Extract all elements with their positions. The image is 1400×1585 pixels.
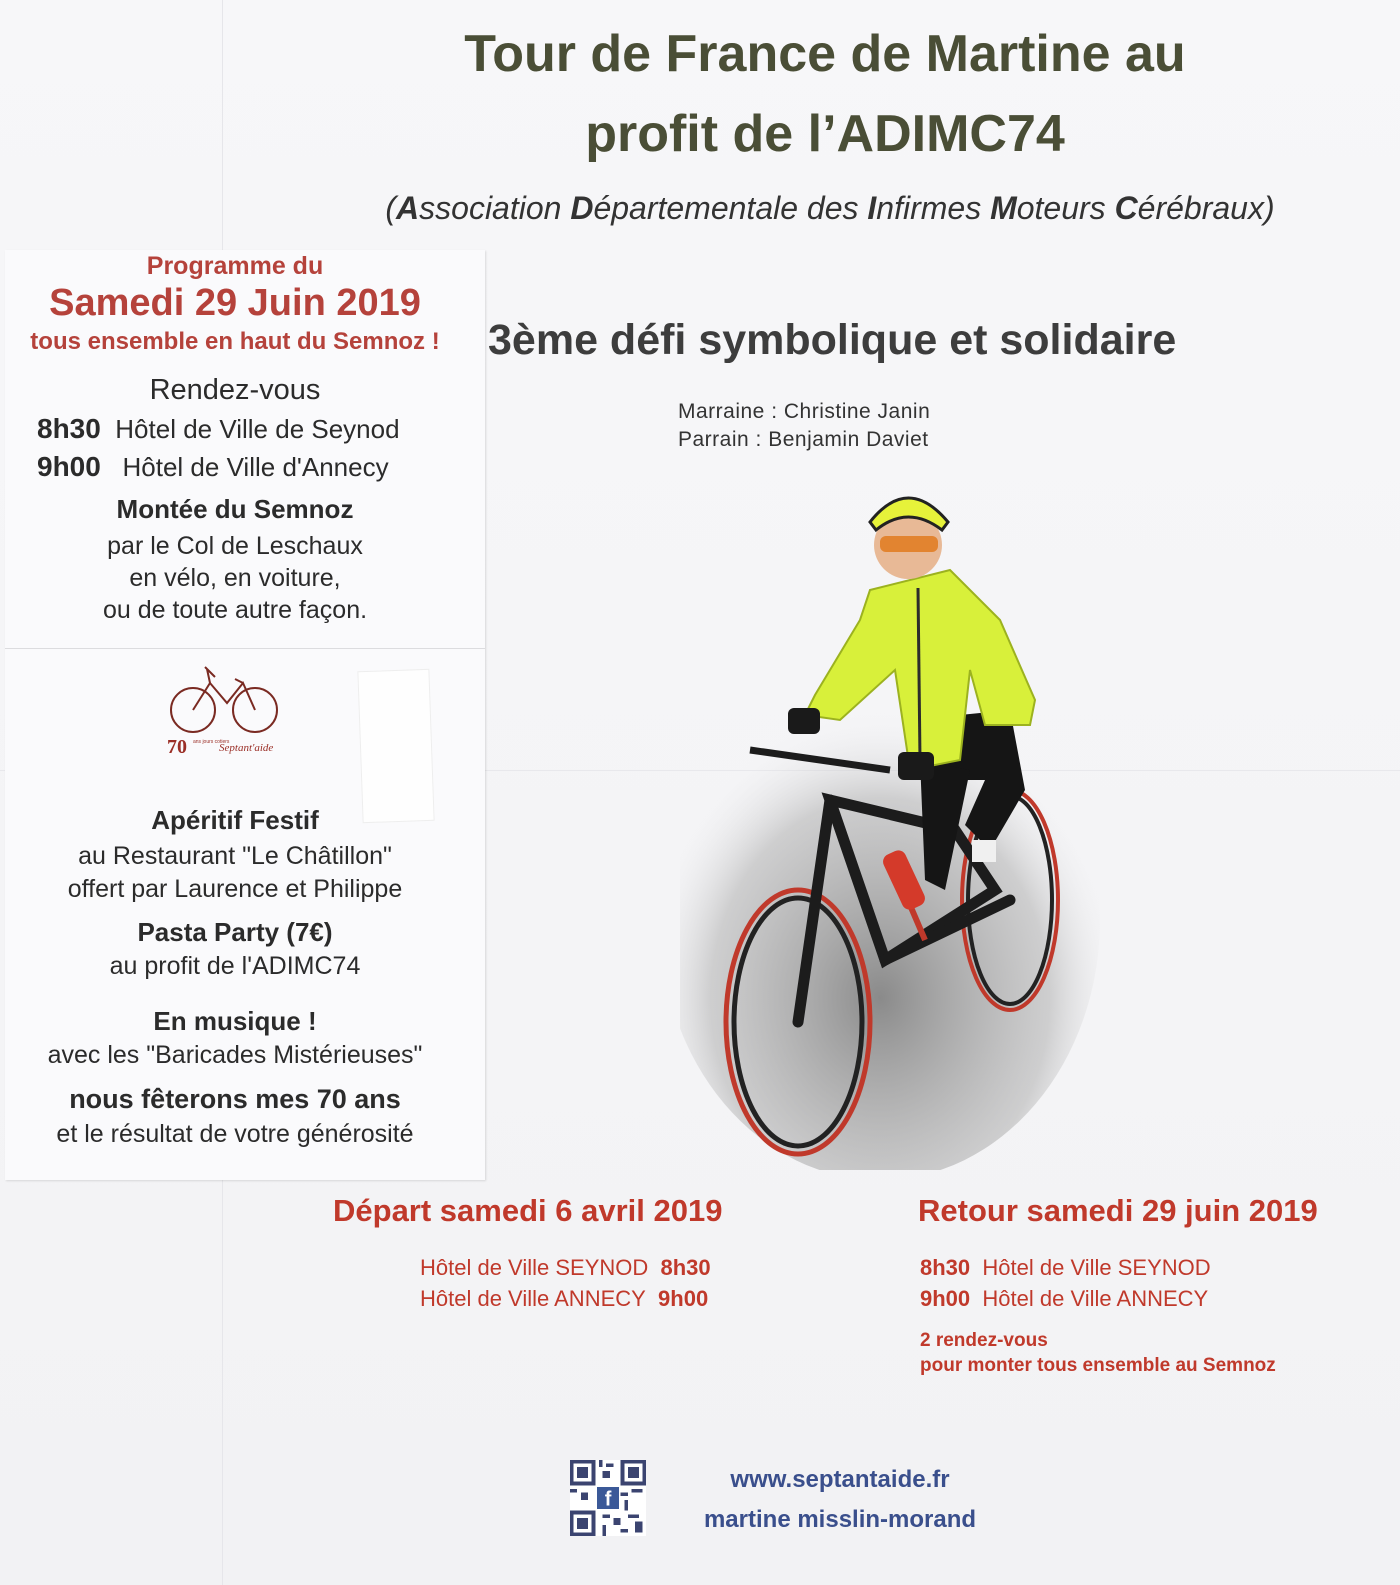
website-link[interactable]: www.septantaide.fr xyxy=(730,1466,950,1493)
note-line-2: pour monter tous ensemble au Semnoz xyxy=(920,1355,1276,1376)
depart-row xyxy=(420,1252,711,1283)
aperitif-line: au Restaurant "Le Châtillon" xyxy=(78,842,392,870)
marraine: Marraine : Christine Janin xyxy=(678,400,931,423)
subtitle-cap-d: D xyxy=(570,190,594,226)
logo-name: Septant'aide xyxy=(219,742,274,754)
tape-piece xyxy=(357,669,434,823)
depart-time: 9h00 xyxy=(658,1286,709,1311)
retour-time: 9h00 xyxy=(920,1286,971,1311)
subtitle-cap-i: I xyxy=(867,190,877,226)
retour-schedule xyxy=(920,1252,1211,1314)
logo-number: 70 xyxy=(167,736,187,755)
retour-row xyxy=(920,1252,1211,1283)
rdv-place: Hôtel de Ville d'Annecy xyxy=(122,452,389,482)
author-name: martine misslin-morand xyxy=(703,1506,977,1533)
retour-place: Hôtel de Ville ANNECY xyxy=(982,1286,1209,1311)
subtitle-cap-c: C xyxy=(1114,190,1138,226)
right-glove xyxy=(898,752,934,780)
association-subtitle xyxy=(300,190,1360,227)
programme-heading: Programme du xyxy=(146,252,324,280)
rdv-place: Hôtel de Ville de Seynod xyxy=(115,414,400,444)
depart-row xyxy=(420,1283,711,1314)
rdv-row xyxy=(37,448,400,486)
septantaide-logo xyxy=(165,655,285,755)
aperitif-title: Apéritif Festif xyxy=(151,805,319,835)
depart-time: 8h30 xyxy=(660,1255,711,1280)
fete-line: et le résultat de votre générosité xyxy=(56,1120,414,1148)
subtitle-rest-4: oteurs xyxy=(1016,190,1115,226)
aperitif-line: offert par Laurence et Philippe xyxy=(67,875,403,903)
logo-small: ans jours cotiers xyxy=(193,739,230,745)
pasta-title: Pasta Party (7€) xyxy=(137,917,333,947)
aperitif-lines xyxy=(5,840,465,906)
depart-place: Hôtel de Ville ANNECY xyxy=(420,1286,646,1311)
sock xyxy=(972,840,996,862)
left-glove xyxy=(788,708,820,734)
title-line-2: profit de l’ADIMC74 xyxy=(585,105,1065,163)
subtitle-rest-5: érébraux xyxy=(1137,190,1264,226)
defi-heading: 3ème défi symbolique et solidaire xyxy=(488,316,1177,364)
programme-date: Samedi 29 Juin 2019 xyxy=(49,282,421,324)
musique-title: En musique ! xyxy=(153,1006,317,1036)
sponsors xyxy=(678,398,930,454)
programme-paper xyxy=(5,250,485,1180)
facebook-icon: f xyxy=(604,1488,612,1511)
title-line-1: Tour de France de Martine au xyxy=(464,25,1186,83)
cyclist-photo xyxy=(680,470,1100,1170)
note-line-1: 2 rendez-vous xyxy=(920,1330,1048,1351)
rdv-list xyxy=(37,410,400,486)
rdv-label: Rendez-vous xyxy=(149,374,321,406)
retour-title: Retour samedi 29 juin 2019 xyxy=(918,1193,1318,1228)
poster-title xyxy=(330,14,1320,174)
bicycle-icon xyxy=(171,667,277,732)
parrain: Parrain : Benjamin Daviet xyxy=(678,428,929,451)
sunglasses xyxy=(880,536,938,552)
montee-title: Montée du Semnoz xyxy=(116,494,354,524)
montee-lines xyxy=(5,530,465,626)
depart-place: Hôtel de Ville SEYNOD xyxy=(420,1255,649,1280)
montee-line: par le Col de Leschaux xyxy=(107,532,363,560)
retour-note xyxy=(920,1328,1276,1378)
depart-title: Départ samedi 6 avril 2019 xyxy=(333,1193,723,1228)
subtitle-open: ( xyxy=(385,190,397,226)
qr-code-icon[interactable] xyxy=(570,1460,646,1536)
rdv-row xyxy=(37,410,400,448)
retour-place: Hôtel de Ville SEYNOD xyxy=(982,1255,1211,1280)
subtitle-rest-1: ssociation xyxy=(419,190,571,226)
subtitle-close: ) xyxy=(1263,190,1275,226)
retour-row xyxy=(920,1283,1211,1314)
subtitle-cap-a: A xyxy=(396,190,420,226)
retour-time: 8h30 xyxy=(920,1255,971,1280)
pasta-line: au profit de l'ADIMC74 xyxy=(109,952,361,980)
subtitle-rest-3: nfirmes xyxy=(876,190,991,226)
jacket-zip xyxy=(918,588,920,760)
subtitle-rest-2: épartementale des xyxy=(593,190,868,226)
depart-schedule xyxy=(420,1252,711,1314)
montee-line: ou de toute autre façon. xyxy=(102,596,368,624)
musique-line: avec les "Baricades Mistérieuses" xyxy=(47,1041,423,1069)
rdv-time: 8h30 xyxy=(37,413,101,444)
montee-line: en vélo, en voiture, xyxy=(129,564,341,592)
rdv-time: 9h00 xyxy=(37,451,101,482)
subtitle-cap-m: M xyxy=(990,190,1017,226)
programme-tagline: tous ensemble en haut du Semnoz ! xyxy=(30,328,440,355)
footer-links xyxy=(680,1460,1000,1540)
fete-title: nous fêterons mes 70 ans xyxy=(69,1084,401,1114)
paper-fold xyxy=(5,648,485,649)
